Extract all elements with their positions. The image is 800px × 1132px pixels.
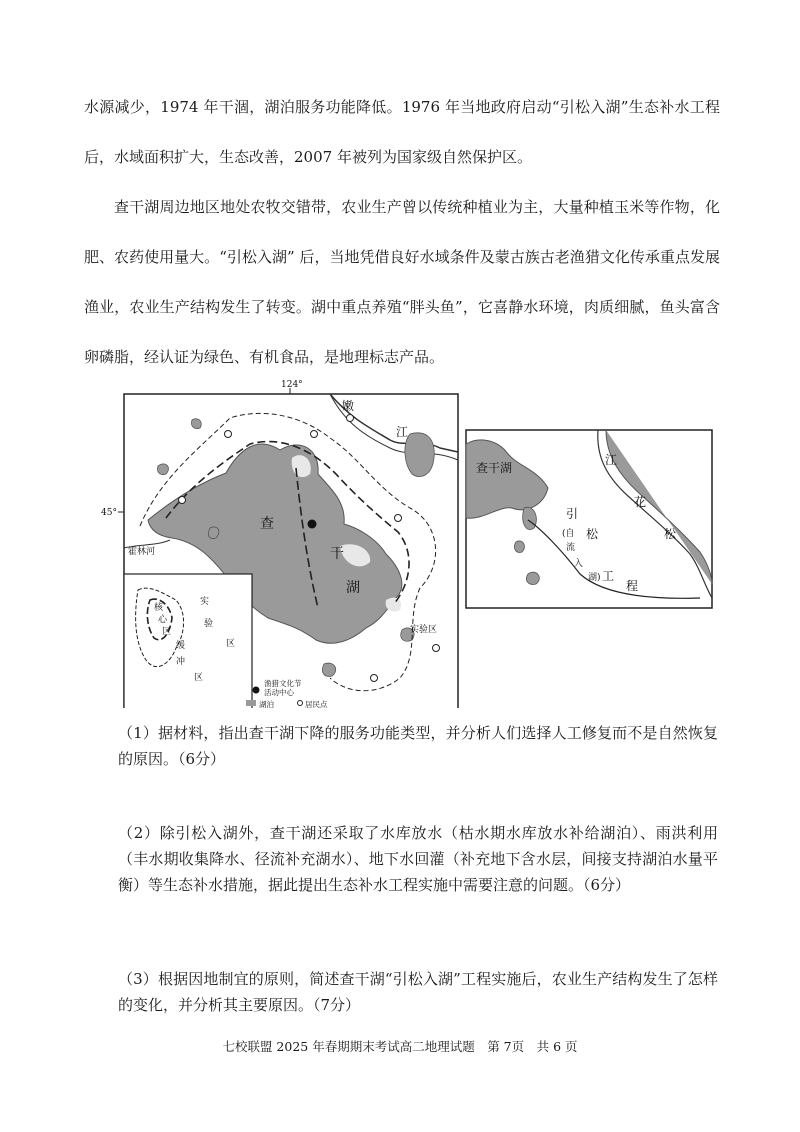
festival-center-marker [308,520,317,529]
question-3-number: （3） [118,970,158,988]
legend-lake: 湖泊 [259,700,274,708]
project-note-1: (自 [562,529,575,539]
latitude-label: 45° [101,508,117,518]
huolin-river-label: 霍林河 [128,547,156,557]
inset-exp-1: 实 [200,597,210,607]
inset-exp-3: 区 [226,639,236,649]
question-3 [118,966,718,1018]
lake-name-1: 查 [260,516,274,532]
question-2-number: （2） [118,824,160,842]
project-note-2: 流 [566,543,576,553]
inset-exp-2: 验 [204,619,214,629]
question-2 [118,820,718,898]
project-4: 程 [626,579,639,593]
nen-river-label-1: 嫩 [342,399,355,413]
right-lake [466,440,548,518]
songhua-1: 江 [605,453,618,467]
project-3: 工 [602,569,615,583]
project-note-4: 湖) [588,573,601,583]
project-1: 引 [566,507,579,521]
question-1 [118,720,718,772]
inset-buffer-2: 冲 [176,657,186,667]
legend-festival-2: 活动中心 [264,688,294,697]
question-3-text: 根据因地制宜的原则，简述查干湖“引松入湖”工程实施后，农业生产结构发生了怎样的变化，并分析其主要原因。（7分） [118,970,719,1014]
experiment-area-label: 实验区 [410,625,438,635]
question-1-number: （1） [118,724,158,742]
legend-festival-1: 渔猎文化节 [264,679,302,688]
lake-name-2: 干 [330,546,344,562]
legend-settlement: 居民点 [305,700,328,708]
question-1-text: 据材料，指出查干湖下降的服务功能类型，并分析人们选择人工修复而不是自然恢复的原因。（6分） [118,724,718,768]
songhua-2: 花 [634,495,647,509]
inset-core-3: 区 [162,627,172,637]
longitude-label: 124° [281,380,303,390]
page-footer: 七校联盟 2025 年春期期末考试高二地理试题 第 7页 共 6 页 [222,1039,578,1054]
question-2-text: 除引松入湖外，查干湖还采取了水库放水（枯水期水库放水补给湖泊）、雨洪利用（丰水期收集降水、径流补充湖水）、地下水回灌（补充地下含水层，间接支持湖泊水量平衡）等生态补水措施，据此提出生态补水工程实施中需要注意的问题。（6分） [118,824,718,894]
inset-buffer-1: 缓 [176,641,186,651]
map-figure [0,378,800,708]
songhua-3: 松 [664,527,677,541]
paragraph-2: 查干湖周边地区地处农牧交错带，农业生产曾以传统种植业为主，大量种植玉米等作物，化肥、农药使用量大。“引松入湖” 后，当地凭借良好水域条件及蒙古族古老渔猎文化传承重点发展渔业，农业生产结构发生了转变。湖中重点养殖“胖头鱼”，它喜静水环境，肉质细腻，鱼头富含卵磷脂，经认证为绿色、有机食品，是地理标志产品。 [84,198,720,366]
inset-buffer-3: 区 [194,673,204,683]
right-lake-label: 查干湖 [476,461,513,475]
inset-core-1: 核 [154,603,164,613]
inset-core-2: 心 [158,615,168,625]
paragraph-1: 水源减少，1974 年干涸，湖泊服务功能降低。1976 年当地政府启动“引松入湖”生态补水工程后，水域面积扩大，生态改善，2007 年被列为国家级自然保护区。 [84,98,720,166]
lake-name-3: 湖 [346,580,360,596]
project-2: 松 [586,527,599,541]
nen-river-label-2: 江 [396,425,409,439]
project-note-3: 入 [574,559,584,569]
